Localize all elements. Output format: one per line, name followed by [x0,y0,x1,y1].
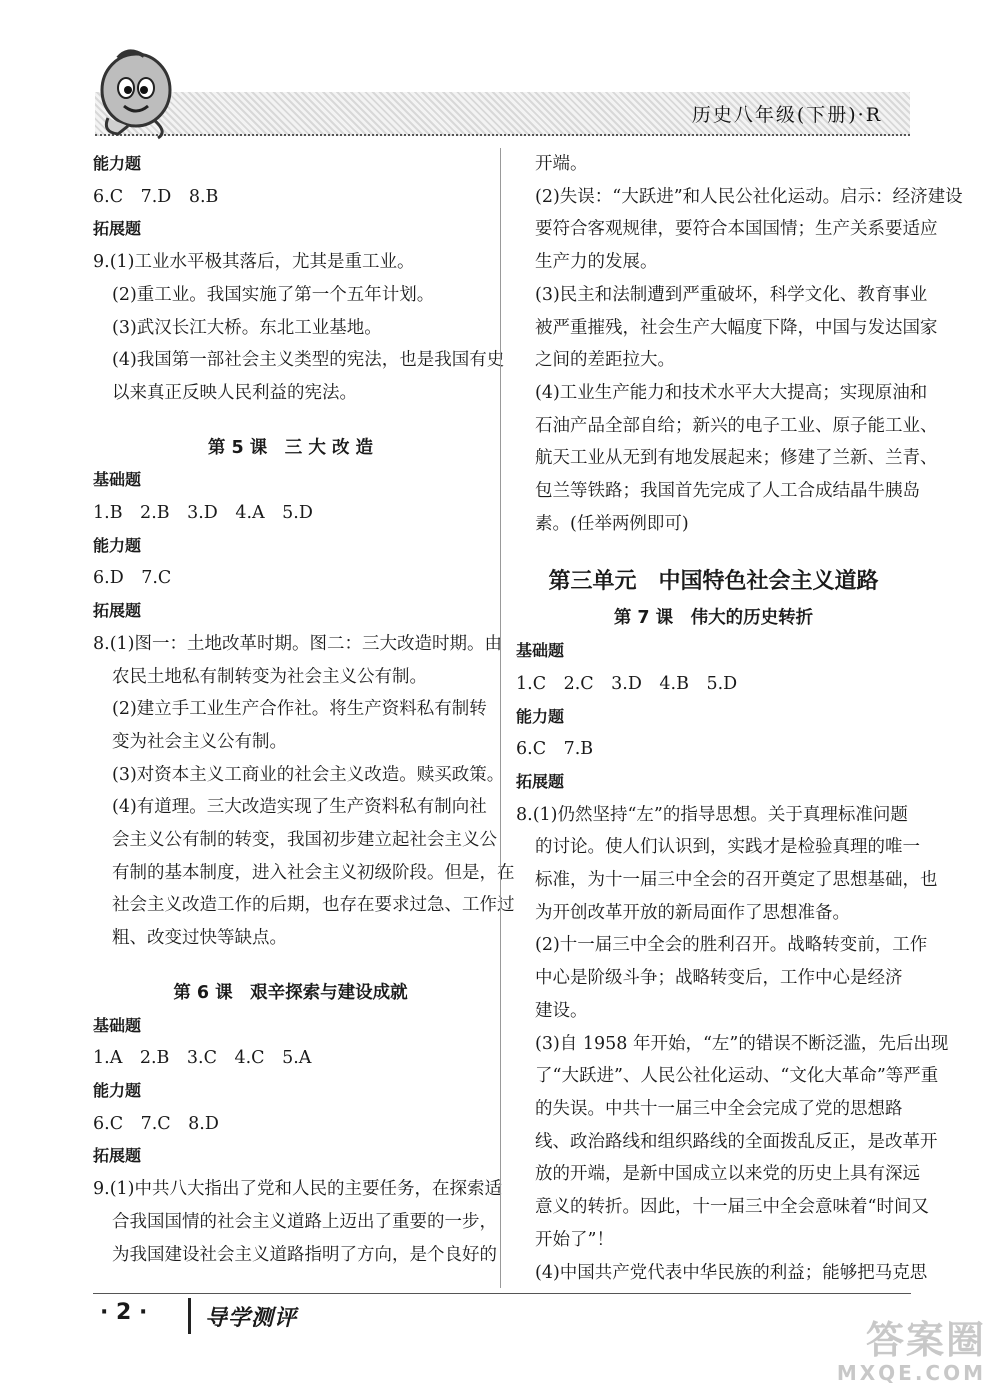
footer-brand: 导学测评 [205,1306,298,1331]
answer-continuation: 中心是阶级斗争；战略转变后，工作中心是经济 [535,968,903,989]
mascot-logo-icon [88,48,178,140]
answer-continuation: 社会主义改造工作的后期，也存在要求过急、工作过 [112,895,515,916]
answer-continuation: 合我国国情的社会主义道路上迈出了重要的一步， [112,1211,497,1232]
question-type-label: 能力题 [93,1080,142,1100]
answer-continuation: 线、政治路线和组织路线的全面拨乱反正，是改革开 [535,1131,938,1152]
answer-continuation: 建设。 [535,1000,588,1021]
answer-continuation: 石油产品全部自给；新兴的电子工业、原子能工业、 [535,415,938,436]
lesson-heading: 第 5 课 三 大 改 造 [207,437,374,458]
answer-subitem: (3)自 1958 年开始，“左”的错误不断泛滥，先后出现 [535,1033,949,1054]
left-column [93,148,515,1271]
answer-subitem: (2)失误：“大跃进”和人民公社化运动。启示：经济建设 [535,186,963,207]
question-type-label: 基础题 [516,641,565,661]
answer-continuation: 变为社会主义公有制。 [112,731,287,752]
answer-continuation: 为开创改革开放的新局面作了思想准备。 [535,902,850,923]
answer-line: 6.C 7.B [516,739,594,760]
answer-subitem: (3)对资本主义工商业的社会主义改造。赎买政策。 [112,764,505,785]
answer-subitem: (4)有道理。三大改造实现了生产资料私有制向社 [112,797,487,818]
answer-continuation: 素。(任举两例即可) [535,513,689,534]
watermark-main: 答案圈 [865,1318,986,1362]
answer-continuation: 被严重摧残，社会生产大幅度下降，中国与发达国家 [535,317,938,338]
answer-line: 1.A 2.B 3.C 4.C 5.A [93,1048,312,1069]
question-type-label: 基础题 [93,470,142,490]
question-type-label: 能力题 [93,154,142,173]
answer-continuation: 之间的差距拉大。 [535,350,675,371]
answer-continuation: 了“大跃进”、人民公社化运动、“文化大革命”等严重 [535,1066,939,1087]
question-type-label: 拓展题 [93,1146,142,1166]
unit-heading: 第三单元 中国特色社会主义道路 [548,569,879,595]
answer-line: 8.(1)仍然坚持“左”的指导思想。关于真理标准问题 [516,804,908,825]
section-gap [93,955,488,977]
answer-subitem: (4)工业生产能力和技术水平大大提高；实现原油和 [535,382,928,403]
answer-line: 6.C 7.C 8.D [93,1113,219,1134]
answer-line: 1.C 2.C 3.D 4.B 5.D [516,673,738,694]
answer-continuation: 包兰等铁路；我国首先完成了人工合成结晶牛胰岛 [535,481,920,502]
answer-continuation: 农民土地私有制转变为社会主义公有制。 [112,666,427,687]
page-number: · 2 · [100,1300,148,1325]
question-type-label: 能力题 [516,706,565,726]
answer-line: 9.(1)工业水平极其落后，尤其是重工业。 [93,252,415,273]
answer-subitem: (3)武汉长江大桥。东北工业基地。 [112,317,382,338]
answer-continuation: 为我国建设社会主义道路指明了方向，是个良好的 [112,1244,497,1265]
answer-line: 6.C 7.D 8.B [93,186,219,207]
footer-separator [188,1298,191,1334]
answer-continuation: 航天工业从无到有地发展起来；修建了兰新、兰青、 [535,448,938,469]
section-gap [93,410,488,432]
question-type-label: 基础题 [93,1015,142,1035]
right-column [516,148,963,1289]
lesson-heading: 第 6 课 艰辛探索与建设成就 [173,982,408,1003]
answer-line: 6.D 7.C [93,568,172,589]
lesson-heading: 第 7 课 伟大的历史转折 [613,608,814,629]
answer-subitem: (4)中国共产党代表中华民族的利益；能够把马克思 [535,1262,928,1283]
column-divider [500,148,501,1288]
running-header-title: 历史八年级(下册)·R [691,104,882,126]
answer-continuation: 放的开端，是新中国成立以来党的历史上具有深远 [535,1164,920,1185]
answer-continuation: 要符合客观规律，要符合本国国情；生产关系要适应 [535,219,938,240]
answer-continuation: 的失误。中共十一届三中全会完成了党的思想路 [535,1098,903,1119]
answer-subitem: (4)我国第一部社会主义类型的宪法，也是我国有史 [112,350,505,371]
header-band [95,92,910,136]
answer-continuation: 开始了”！ [535,1229,614,1250]
answer-subitem: (2)建立手工业生产合作社。将生产资料私有制转 [112,699,487,720]
watermark-logo [836,1318,986,1388]
watermark-sub: MXQE.COM [836,1361,986,1385]
question-type-label: 拓展题 [516,771,565,791]
answer-subitem: (3)民主和法制遭到严重破坏，科学文化、教育事业 [535,284,928,305]
answer-continuation: 有制的基本制度，进入社会主义初级阶段。但是，在 [112,862,515,883]
question-type-label: 能力题 [93,535,142,555]
section-gap [516,540,911,562]
answer-line: 1.B 2.B 3.D 4.A 5.D [93,503,313,524]
answer-continuation: 的讨论。使人们认识到，实践才是检验真理的唯一 [535,837,920,858]
answer-line: 8.(1)图一：土地改革时期。图二：三大改造时期。由 [93,633,502,654]
question-type-label: 拓展题 [93,219,142,239]
question-type-label: 拓展题 [93,601,142,621]
answer-continuation: 以来真正反映人民利益的宪法。 [112,382,357,403]
answer-continuation: 生产力的发展。 [535,252,658,273]
answer-continuation: 粗、改变过快等缺点。 [112,928,287,949]
answer-line: 9.(1)中共八大指出了党和人民的主要任务，在探索适 [93,1179,502,1200]
footer-rule [93,1293,911,1294]
answer-continuation: 标准，为十一届三中全会的召开奠定了思想基础，也 [535,870,938,891]
answer-continuation: 会主义公有制的转变，我国初步建立起社会主义公 [112,830,497,851]
answer-continuation: 开端。 [535,154,588,174]
answer-subitem: (2)十一届三中全会的胜利召开。战略转变前，工作 [535,935,928,956]
answer-continuation: 意义的转折。因此，十一届三中全会意味着“时间又 [535,1197,929,1218]
answer-subitem: (2)重工业。我国实施了第一个五年计划。 [112,284,435,305]
